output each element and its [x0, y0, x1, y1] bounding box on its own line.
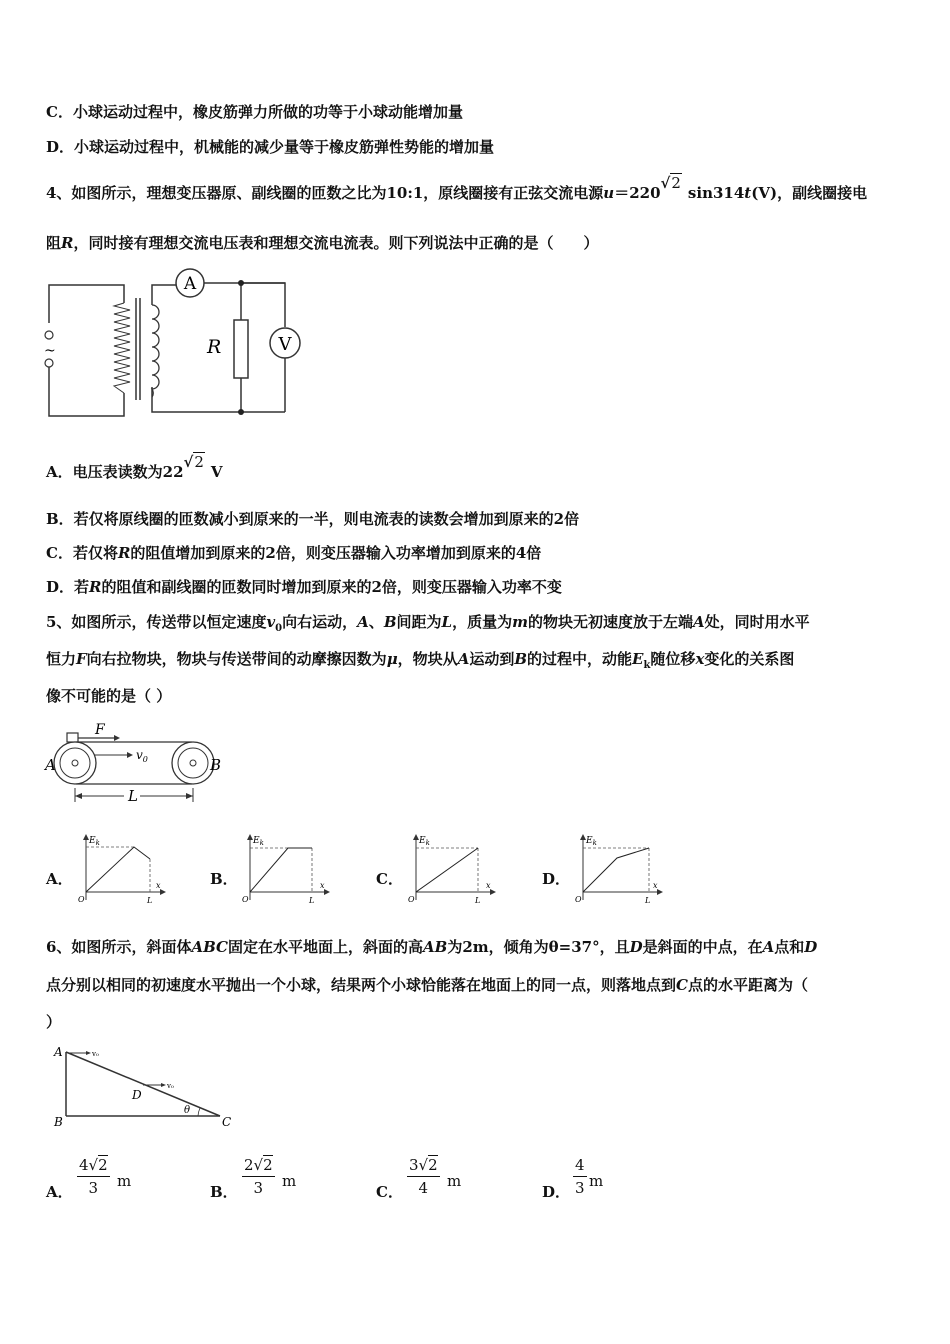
incline-slope	[66, 1052, 220, 1116]
secondary-coil	[152, 305, 159, 397]
q6-option-a-label: A．	[46, 1183, 73, 1201]
q5-graph-b[interactable]	[240, 832, 332, 910]
sqrt-symbol: √	[418, 1156, 429, 1174]
label-a: A	[45, 756, 56, 774]
sqrt-symbol: √	[88, 1156, 99, 1174]
graph-l-label: L	[309, 896, 315, 905]
q6-option-d-fraction[interactable]: $\frac{4}{3}$	[575, 1156, 585, 1197]
graph-l-label: L	[645, 896, 651, 905]
q5-stem-line3: 像不可能的是（ ）	[46, 687, 172, 705]
q6-option-c-unit: m	[447, 1172, 462, 1190]
q6-option-d-unit: m	[589, 1172, 604, 1190]
q5-stem-line1: 5、如图所示，传送带以恒定速度$v_0$向右运动，A、B间距为L，质量为m的物块无初速度放于左端A处，同时用水平	[46, 613, 810, 634]
q5-graph-c[interactable]	[406, 832, 498, 910]
q6-option-d-label: D．	[542, 1183, 571, 1201]
ac-terminal-top	[45, 331, 53, 339]
label-b: B	[210, 756, 222, 774]
graph-ylabel: $E_k$	[586, 836, 597, 847]
force-label: F	[95, 722, 105, 738]
q4-option-a: A．电压表读数为22√2V	[46, 453, 223, 481]
q6-stem-line3: ）	[46, 1013, 62, 1031]
junction-dot-bottom	[238, 409, 244, 415]
ammeter-label: A	[183, 274, 197, 294]
sqrt-symbol: √	[253, 1156, 264, 1174]
q6-option-c-fraction[interactable]: $\frac{3√2}{4}$	[409, 1156, 438, 1197]
graph-xlabel: x	[156, 881, 161, 890]
velocity-label-a: v₀	[92, 1050, 99, 1058]
q4-stem-line1: 4、如图所示，理想变压器原、副线圈的匝数之比为10:1，原线圈接有正弦交流电源u＝220√2sin314t(V)，副线圈接电	[46, 174, 868, 202]
graph-origin: O	[78, 895, 85, 904]
q5-option-d-label: D．	[542, 870, 571, 888]
graph-l-label: L	[147, 896, 153, 905]
label-d: D	[132, 1088, 142, 1102]
junction-dot-top	[238, 280, 244, 286]
angle-label: θ	[184, 1105, 191, 1116]
graph-curve	[86, 847, 150, 892]
q5-graph-d[interactable]	[573, 832, 665, 910]
label-c: C	[222, 1115, 232, 1129]
graph-ylabel: $E_k$	[253, 836, 264, 847]
q5-option-b-label: B．	[210, 870, 238, 888]
graph-xlabel: x	[653, 881, 658, 890]
sqrt-symbol: √2	[660, 174, 681, 192]
q6-stem-line1: 6、如图所示，斜面体ABC固定在水平地面上，斜面的高AB为2m，倾角为θ=37°，且D是斜面的中点，在A点和D	[46, 938, 818, 956]
angle-arc	[198, 1108, 200, 1116]
velocity-label-d: v₀	[167, 1082, 174, 1090]
q3-option-c: C．小球运动过程中，橡皮筋弹力所做的功等于小球动能增加量	[46, 103, 463, 121]
q6-option-a-unit: m	[117, 1172, 132, 1190]
voltmeter-label: V	[278, 334, 292, 355]
velocity-label: $v_0$	[136, 748, 148, 764]
resistor-label: R	[207, 336, 222, 358]
q6-option-c-label: C．	[376, 1183, 403, 1201]
graph-origin: O	[575, 895, 582, 904]
q6-option-b-unit: m	[282, 1172, 297, 1190]
q6-option-b-fraction[interactable]: $\frac{2√2}{3}$	[244, 1156, 273, 1197]
q5-stem-line2: 恒力F向右拉物块，物块与传送带间的动摩擦因数为μ，物块从A运动到B的过程中，动能$E_k$随位移x变化的关系图	[46, 650, 795, 671]
label-b: B	[54, 1115, 63, 1129]
graph-curve	[416, 848, 478, 892]
q6-stem-line2: 点分别以相同的初速度水平抛出一个小球，结果两个小球恰能落在地面上的同一点，则落地点到C点的水平距离为（	[46, 976, 808, 994]
length-label: L	[128, 787, 138, 805]
graph-origin: O	[408, 895, 415, 904]
conveyor-belt-diagram	[42, 722, 232, 806]
q4-stem-line2: 阻R，同时接有理想交流电压表和理想交流电流表。则下列说法中正确的是（ ）	[46, 234, 599, 252]
ac-terminal-bottom	[45, 359, 53, 367]
resistor	[234, 320, 248, 378]
ac-symbol: ~	[44, 343, 56, 359]
q4-option-b: B．若仅将原线圈的匝数减小到原来的一半，则电流表的读数会增加到原来的2倍	[46, 510, 580, 528]
q5-graph-a[interactable]	[76, 832, 168, 910]
graph-ylabel: $E_k$	[419, 836, 430, 847]
graph-xlabel: x	[486, 881, 491, 890]
q4-option-d: D．若R的阻值和副线圈的匝数同时增加到原来的2倍，则变压器输入功率不变	[46, 578, 562, 596]
incline-diagram	[48, 1042, 238, 1130]
q5-option-c-label: C．	[376, 870, 403, 888]
graph-xlabel: x	[320, 881, 325, 890]
q6-option-a-fraction[interactable]: $\frac{4√2}{3}$	[79, 1156, 108, 1197]
graph-origin: O	[242, 895, 249, 904]
q3-option-d: D．小球运动过程中，机械能的减少量等于橡皮筋弹性势能的增加量	[46, 138, 495, 156]
graph-l-label: L	[475, 896, 481, 905]
block	[67, 733, 78, 742]
sqrt-symbol: √2	[183, 453, 204, 471]
primary-coil	[114, 303, 130, 393]
label-a: A	[54, 1045, 63, 1059]
q5-option-a-label: A．	[46, 870, 73, 888]
q6-option-b-label: B．	[210, 1183, 238, 1201]
graph-curve	[583, 848, 649, 892]
transformer-circuit-diagram	[44, 265, 306, 420]
graph-ylabel: $E_k$	[89, 836, 100, 847]
graph-curve	[250, 848, 312, 892]
q4-option-c: C．若仅将R的阻值增加到原来的2倍，则变压器输入功率增加到原来的4倍	[46, 544, 542, 562]
